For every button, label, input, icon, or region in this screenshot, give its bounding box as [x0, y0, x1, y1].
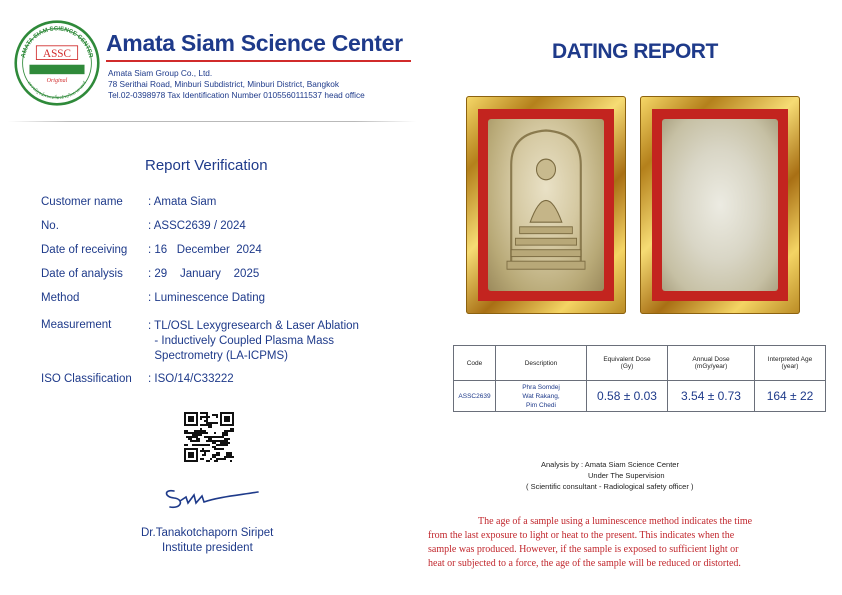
date-receiving-label: Date of receiving	[41, 244, 128, 256]
qr-code[interactable]	[184, 412, 234, 462]
cell-code: ASSC2639	[454, 381, 496, 412]
buddha-figure-icon	[488, 119, 604, 291]
amulet-back-photo	[640, 96, 800, 314]
method-label: Method	[41, 292, 80, 304]
signer-name: Dr.Tanakotchaporn Siripet	[141, 527, 274, 539]
signer-title: Institute president	[162, 542, 253, 554]
header-annual-dose: Annual Dose (mGy/year)	[668, 346, 755, 381]
date-receiving-value: : 16 December 2024	[148, 244, 262, 256]
cell-annual-dose: 3.54 ± 0.73	[668, 381, 755, 412]
logo-original: Original	[46, 77, 68, 84]
amulet-front-photo	[466, 96, 626, 314]
address-line-1: Amata Siam Group Co., Ltd.	[108, 68, 213, 78]
table-header-row	[454, 346, 826, 381]
customer-name-label: Customer name	[41, 196, 123, 208]
disclaimer-line-4: heat or subjected to a force, the age of the sample will be reduced or distorted.	[428, 558, 741, 569]
description-line-2: Wat Rakang,	[522, 392, 560, 400]
method-value: : Luminescence Dating	[148, 292, 265, 304]
report-title: DATING REPORT	[552, 40, 718, 63]
signature	[160, 483, 260, 513]
logo-ring-top: AMATA SIAM SCIENCE CENTER	[20, 26, 94, 59]
header-code: Code	[454, 346, 496, 381]
company-logo	[14, 20, 100, 106]
cell-age: 164 ± 22	[755, 381, 826, 412]
measurement-label: Measurement	[41, 319, 112, 331]
cell-description	[496, 381, 587, 412]
disclaimer-line-1: The age of a sample using a luminescence method indicates the time	[478, 516, 753, 527]
report-number-value: : ASSC2639 / 2024	[148, 220, 246, 232]
measurement-value: : TL/OSL Lexygresearch & Laser Ablation - Inductively Coupled Plasma Mass Spectrometry (LA-ICPMS)	[148, 320, 359, 362]
logo-abbrev: ASSC	[43, 47, 71, 60]
disclaimer-line-2: from the last exposure to light or heat to the present. This indicates when the	[428, 530, 735, 541]
table-row	[454, 381, 826, 412]
header-interpreted-age: Interpreted Age (year)	[755, 346, 826, 381]
dating-results-table	[453, 345, 826, 412]
iso-label: ISO Classification	[41, 373, 132, 385]
header-divider	[8, 121, 416, 122]
cell-equivalent-dose: 0.58 ± 0.03	[587, 381, 668, 412]
company-underline	[106, 60, 411, 62]
disclaimer-line-3: sample was produced. However, if the sample is exposed to sufficient light or	[428, 544, 739, 555]
verification-title: Report Verification	[145, 157, 268, 174]
description-line-3: Pim Chedi	[526, 401, 556, 409]
company-name: Amata Siam Science Center	[106, 30, 403, 56]
date-analysis-value: : 29 January 2025	[148, 268, 260, 280]
address-line-2: 78 Serithai Road, Minburi Subdistrict, Minburi District, Bangkok	[108, 79, 340, 89]
logo-ring-bottom: ตรวจพิสูจน์พระเครื่องด้วยวิทยาศาสตร์	[25, 80, 89, 102]
header-equivalent-dose: Equivalent Dose (Gy)	[587, 346, 668, 381]
analysis-supervision: Under The Supervision	[588, 471, 665, 480]
analysis-consultant: ( Scientific consultant - Radiological safety officer )	[526, 482, 694, 491]
description-line-1: Phra Somdej	[522, 383, 560, 391]
iso-value: : ISO/14/C33222	[148, 373, 234, 385]
analysis-by: Analysis by : Amata Siam Science Center	[541, 460, 679, 469]
report-number-label: No.	[41, 220, 59, 232]
date-analysis-label: Date of analysis	[41, 268, 123, 280]
address-line-3: Tel.02-0398978 Tax Identification Number 0105560111537 head office	[108, 90, 365, 100]
customer-name-value: : Amata Siam	[148, 196, 217, 208]
header-description: Description	[496, 346, 587, 381]
